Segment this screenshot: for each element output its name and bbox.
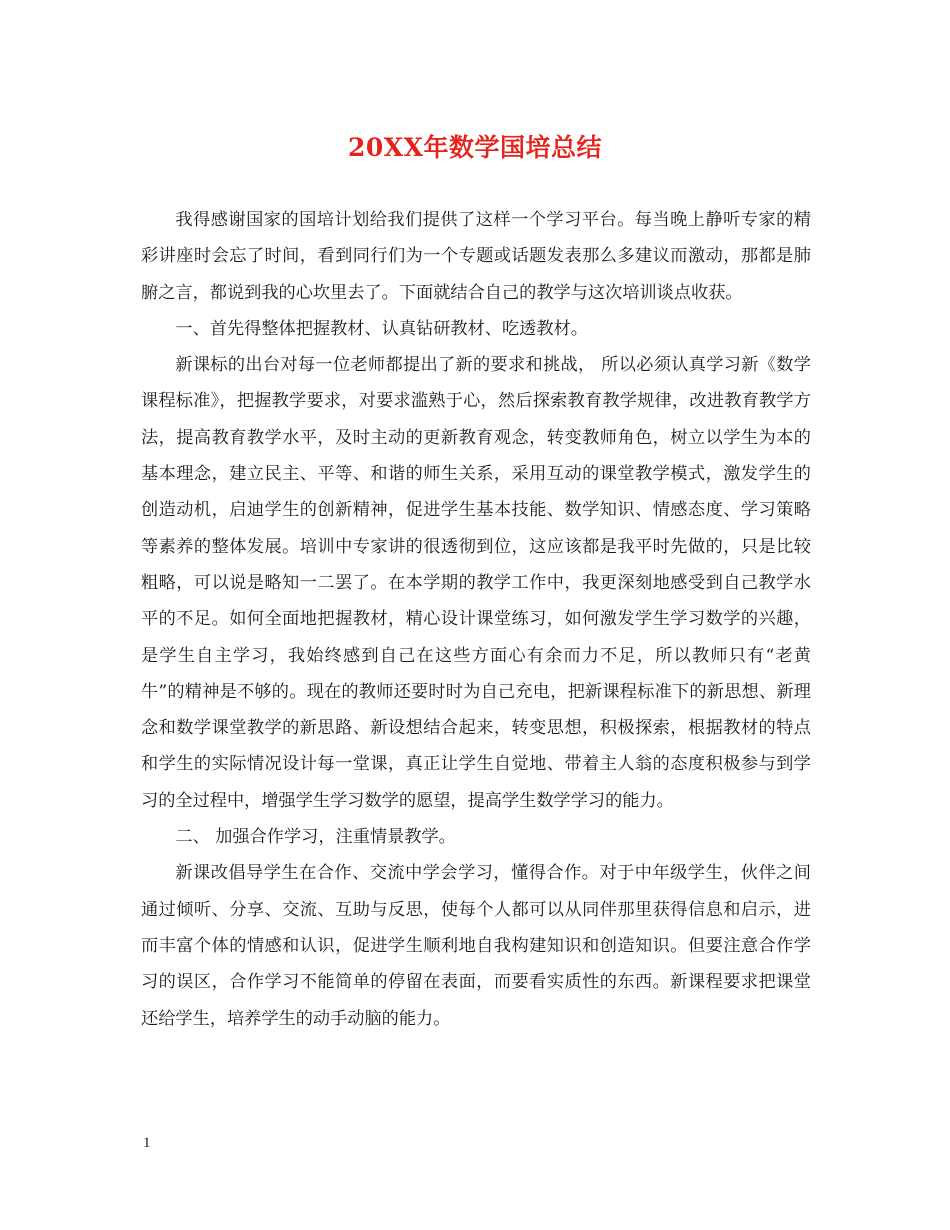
paragraph-section-2: 新课改倡导学生在合作、交流中学会学习，懂得合作。对于中年级学生，伙伴之间通过倾听、分享、交流、互助与反思，使每个人都可以从同伴那里获得信息和启示，进而丰富个体的情感和认识，促进学生顺利地自我构建知识和创造知识。但要注意合作学习的误区，合作学习不能简单的停留在表面，而要看实质性的东西。新课程要求把课堂还给学生，培养学生的动手动脑的能力。 — [141, 863, 811, 1029]
paragraph-section-1: 新课标的出台对每一位老师都提出了新的要求和挑战， 所以必须认真学习新《数学课程标准》，把握教学要求，对要求滥熟于心，然后探索教育教学规律，改进教育教学方法，提高教育教学水平，及时主动的更新教育观念，转变教师角色，树立以学生为本的基本理念，建立民主、平等、和谐的师生关系，采用互动的课堂教学模式，激发学生的创造动机，启迪学生的创新精神，促进学生基本技能、数学知识、情感态度、学习策略等素养的整体发展。培训中专家讲的很透彻到位，这应该都是我平时先做的，只是比较粗略，可以说是略知一二罢了。在本学期的教学工作中，我更深刻地感受到自己教学水平的不足。如何全面地把握教材，精心设计课堂练习，如何激发学生学习数学的兴趣，是学生自主学习，我始终感到自己在这些方面心有余而力不足，所以教师只有“老黄牛”的精神是不够的。现在的教师还要时时为自己充电，把新课程标准下的新思想、新理念和数学课堂教学的新思路、新设想结合起来，转变思想，积极探索，根据教材的特点和学生的实际情况设计每一堂课，真正让学生自觉地、带着主人翁的态度积极参与到学习的全过程中，增强学生学习数学的愿望，提高学生数学学习的能力。 — [141, 355, 811, 811]
section-heading-1: 一、首先得整体把握教材、认真钻研教材、吃透教材。 — [175, 318, 588, 339]
section-heading-2: 二、 加强合作学习，注重情景教学。 — [175, 827, 456, 848]
page-number: 1 — [143, 1135, 151, 1151]
document-title: 20XX年数学国培总结 — [347, 133, 603, 162]
document-body — [141, 202, 811, 1037]
paragraph-intro: 我得感谢国家的国培计划给我们提供了这样一个学习平台。每当晚上静听专家的精彩讲座时会忘了时间，看到同行们为一个专题或话题发表那么多建议而激动，那都是肺腑之言，都说到我的心坎里去了。下面就结合自己的教学与这次培训谈点收获。 — [141, 210, 811, 303]
